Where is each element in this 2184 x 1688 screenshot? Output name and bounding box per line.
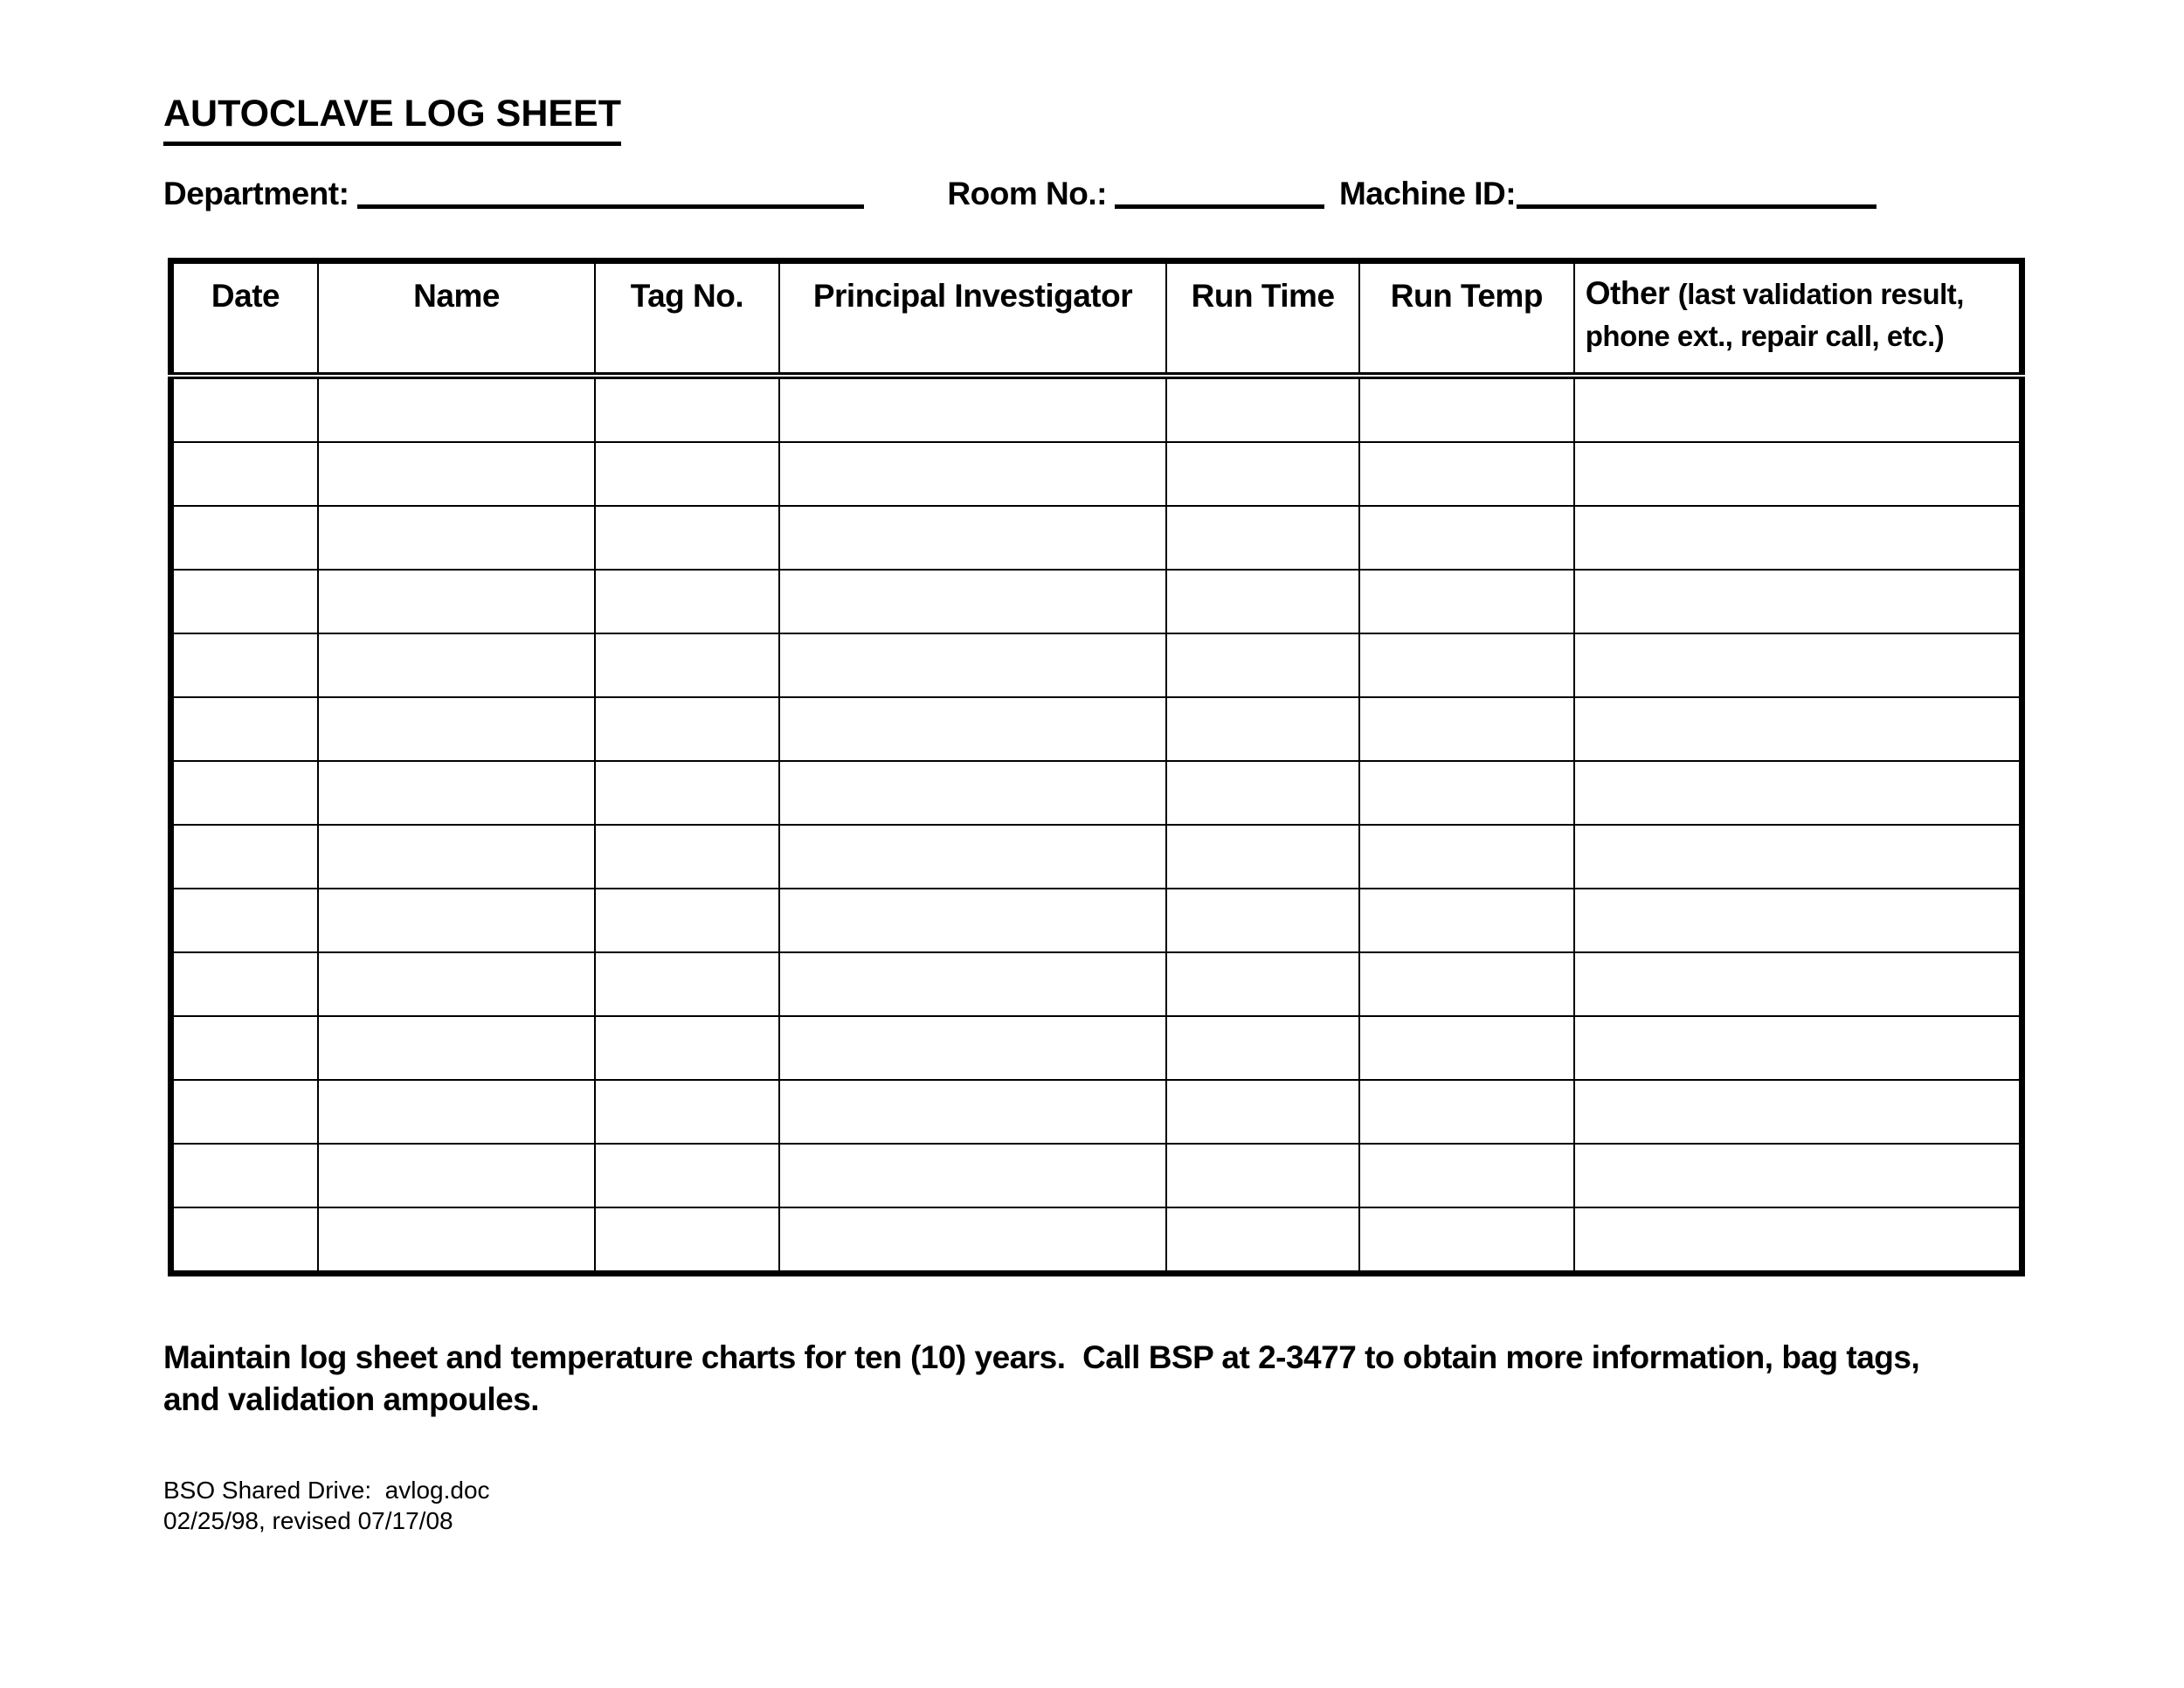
log-table-empty-cell (171, 1016, 319, 1080)
log-table-empty-cell (1359, 1080, 1574, 1144)
file-footer-line-2: 02/25/98, revised 07/17/08 (163, 1507, 453, 1534)
log-table-empty-row (171, 825, 2022, 889)
log-table-empty-cell (1359, 889, 1574, 952)
log-table-empty-cell (779, 889, 1166, 952)
column-header-date: Date (171, 261, 319, 377)
file-footer-line-1: BSO Shared Drive: avlog.doc (163, 1477, 490, 1504)
log-table-empty-cell (171, 1080, 319, 1144)
log-table-empty-cell (318, 825, 595, 889)
log-table-empty-cell (595, 889, 779, 952)
log-table-empty-cell (595, 570, 779, 633)
log-table-empty-cell (1359, 697, 1574, 761)
log-table-empty-row (171, 697, 2022, 761)
log-table-empty-cell (1574, 952, 2022, 1016)
log-table-empty-row (171, 442, 2022, 506)
log-table-empty-cell (318, 1016, 595, 1080)
log-table-empty-cell (779, 1144, 1166, 1207)
log-table-empty-cell (1574, 633, 2022, 697)
log-table-empty-cell (318, 1207, 595, 1274)
room-no-label: Room No.: (947, 176, 1107, 211)
autoclave-log-table (168, 258, 2025, 1276)
log-table-empty-cell (779, 376, 1166, 442)
log-table-empty-cell (318, 570, 595, 633)
log-table-empty-cell (595, 376, 779, 442)
log-table-empty-cell (595, 633, 779, 697)
log-table-empty-row (171, 506, 2022, 570)
log-table-empty-cell (1166, 1080, 1359, 1144)
log-table-empty-cell (171, 825, 319, 889)
other-header-main-text: Other (1585, 275, 1678, 311)
log-table-empty-cell (171, 633, 319, 697)
column-header-name: Name (318, 261, 595, 377)
log-table-empty-cell (171, 1207, 319, 1274)
log-table-empty-cell (779, 1207, 1166, 1274)
retention-instructions-line-2: and validation ampoules. (163, 1381, 540, 1417)
log-table-empty-cell (171, 506, 319, 570)
log-table-empty-cell (1166, 761, 1359, 825)
column-header-other (1574, 261, 2022, 377)
log-table-empty-cell (1166, 697, 1359, 761)
room-no-blank-line (1115, 204, 1324, 209)
machine-id-blank-line (1517, 204, 1876, 209)
log-table-empty-cell (1574, 697, 2022, 761)
log-table-empty-cell (595, 1016, 779, 1080)
log-table-empty-cell (595, 1207, 779, 1274)
log-table-empty-cell (595, 1144, 779, 1207)
log-table-empty-cell (1166, 633, 1359, 697)
log-table-empty-cell (1574, 442, 2022, 506)
log-table-empty-cell (1359, 1016, 1574, 1080)
log-table-empty-cell (1359, 376, 1574, 442)
log-table-empty-cell (1574, 1016, 2022, 1080)
other-header-detail-text: (last validation result, phone ext., repair call, etc.) (1585, 278, 1964, 352)
log-table-empty-cell (1166, 952, 1359, 1016)
log-table-empty-cell (779, 506, 1166, 570)
log-table-empty-cell (595, 825, 779, 889)
table-header-row (171, 261, 2022, 377)
log-table-empty-cell (318, 761, 595, 825)
log-table-empty-cell (595, 1080, 779, 1144)
log-table-empty-cell (779, 761, 1166, 825)
department-label: Department: (163, 176, 349, 211)
log-table-empty-cell (1359, 952, 1574, 1016)
log-table-empty-cell (1574, 761, 2022, 825)
log-table-empty-row (171, 889, 2022, 952)
log-table-empty-cell (1166, 1144, 1359, 1207)
log-table-empty-row (171, 376, 2022, 442)
log-table-empty-cell (1574, 506, 2022, 570)
log-table-empty-cell (1574, 825, 2022, 889)
log-table-empty-cell (595, 697, 779, 761)
log-table-empty-cell (779, 1016, 1166, 1080)
log-table-empty-cell (1359, 1207, 1574, 1274)
log-table-empty-cell (1166, 506, 1359, 570)
log-table-empty-cell (595, 506, 779, 570)
log-table-empty-cell (171, 761, 319, 825)
log-table-empty-cell (1166, 1207, 1359, 1274)
log-table-empty-cell (1359, 442, 1574, 506)
log-table-empty-cell (1574, 1080, 2022, 1144)
log-table-empty-row (171, 761, 2022, 825)
log-table-empty-cell (779, 442, 1166, 506)
page-title: AUTOCLAVE LOG SHEET (163, 93, 621, 146)
log-table-empty-cell (1574, 376, 2022, 442)
column-header-principal-investigator: Principal Investigator (779, 261, 1166, 377)
log-table-empty-cell (779, 697, 1166, 761)
log-table-body (171, 376, 2022, 1274)
log-table-empty-cell (595, 952, 779, 1016)
log-table-empty-cell (1359, 570, 1574, 633)
log-table-empty-cell (779, 952, 1166, 1016)
log-table-empty-cell (318, 633, 595, 697)
log-table-empty-cell (1166, 889, 1359, 952)
log-table-empty-row (171, 1016, 2022, 1080)
log-table-empty-cell (1359, 825, 1574, 889)
log-table-empty-cell (1166, 570, 1359, 633)
log-table-empty-cell (779, 570, 1166, 633)
log-table-empty-cell (1574, 1207, 2022, 1274)
log-table-empty-cell (171, 442, 319, 506)
log-table-empty-cell (171, 570, 319, 633)
log-table-empty-cell (318, 442, 595, 506)
log-table-empty-row (171, 633, 2022, 697)
log-table-empty-cell (1359, 633, 1574, 697)
log-table-empty-cell (1574, 570, 2022, 633)
header-fields-row (163, 173, 2085, 215)
log-table-empty-cell (318, 889, 595, 952)
log-table-empty-cell (1574, 1144, 2022, 1207)
log-table-empty-cell (171, 889, 319, 952)
retention-instructions-line-1: Maintain log sheet and temperature charts for ten (10) years. Call BSP at 2-3477 to obtain more information, bag tags, (163, 1339, 1920, 1375)
log-table-empty-cell (1166, 1016, 1359, 1080)
department-blank-line (357, 204, 864, 209)
log-table-empty-cell (171, 697, 319, 761)
log-table-empty-cell (1574, 889, 2022, 952)
log-table-empty-cell (1359, 761, 1574, 825)
log-table-empty-cell (1166, 825, 1359, 889)
log-table-empty-cell (1359, 506, 1574, 570)
log-table-empty-cell (1359, 1144, 1574, 1207)
log-table-empty-cell (1166, 442, 1359, 506)
log-table-empty-cell (1166, 376, 1359, 442)
log-table-empty-cell (779, 633, 1166, 697)
log-table-empty-row (171, 1080, 2022, 1144)
column-header-run-temp: Run Temp (1359, 261, 1574, 377)
log-table-empty-cell (171, 376, 319, 442)
log-table-empty-cell (318, 376, 595, 442)
log-table-empty-cell (171, 952, 319, 1016)
log-table-empty-cell (779, 1080, 1166, 1144)
log-table-empty-row (171, 1207, 2022, 1274)
log-table-empty-cell (318, 1080, 595, 1144)
log-table-empty-row (171, 570, 2022, 633)
log-table-empty-row (171, 1144, 2022, 1207)
column-header-tag-no: Tag No. (595, 261, 779, 377)
file-footer (163, 1475, 490, 1536)
column-header-run-time: Run Time (1166, 261, 1359, 377)
log-table-empty-row (171, 952, 2022, 1016)
log-table-empty-cell (318, 1144, 595, 1207)
machine-id-label: Machine ID: (1338, 176, 1517, 211)
log-table-empty-cell (318, 952, 595, 1016)
log-table-empty-cell (171, 1144, 319, 1207)
log-table-empty-cell (595, 761, 779, 825)
log-table-empty-cell (318, 506, 595, 570)
retention-instructions (163, 1337, 1919, 1421)
log-table-empty-cell (779, 825, 1166, 889)
log-table-empty-cell (318, 697, 595, 761)
log-table-empty-cell (595, 442, 779, 506)
